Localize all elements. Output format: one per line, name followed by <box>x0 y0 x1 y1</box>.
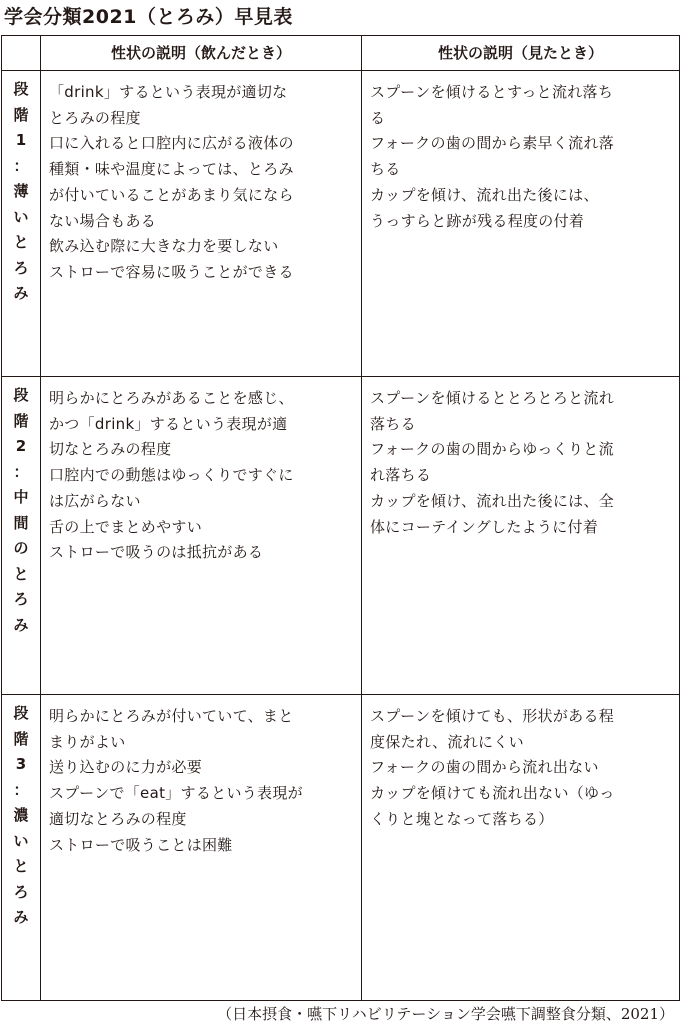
stage-label <box>2 80 40 310</box>
text-line: 適切なとろみの程度 <box>49 809 187 828</box>
table-row <box>2 695 680 1001</box>
stage-char: ろ <box>13 258 29 277</box>
text-line: ちる <box>370 160 401 179</box>
stage-char: い <box>13 207 29 226</box>
text-line: フォークの歯の間からゆっくりと流 <box>370 440 614 459</box>
stage-char: 階 <box>13 105 29 124</box>
stage-char: ： <box>13 462 29 481</box>
text-line: スプーンを傾けるとすっと流れ落ち <box>370 83 614 101</box>
text-line: スプーンを傾けるととろとろと流れ <box>370 389 615 407</box>
text-line: 種類・味や温度によっては、とろみ <box>49 160 294 179</box>
source-citation: （日本摂食・嚥下リハビリテーション学会嚥下調整食分類、2021） <box>217 1005 674 1023</box>
page-title: 学会分類2021（とろみ）早見表 <box>4 6 293 28</box>
text-line: 送り込むのに力が必要 <box>49 758 203 777</box>
text-line: は広がらない <box>49 491 141 510</box>
text-line: 口腔内での動態はゆっくりですぐに <box>49 466 294 485</box>
stage-char: 3 <box>15 755 27 773</box>
stage-char: 中 <box>13 488 29 506</box>
stage-char: み <box>13 284 29 302</box>
text-line: る <box>370 108 386 127</box>
stage-char: 間 <box>13 513 29 532</box>
text-line: ストローで吸うのは抵抗がある <box>49 543 264 562</box>
stage-char: 階 <box>13 729 29 748</box>
text-line: かつ「drink」するという表現が適 <box>49 414 288 433</box>
text-line: とろみの程度 <box>49 108 141 127</box>
look-cell <box>362 695 680 1001</box>
stage-cell <box>2 377 41 695</box>
text-line: れ落ちる <box>370 466 432 485</box>
stage-char: い <box>13 831 29 850</box>
header-drink: 性状の説明（飲んだとき） <box>41 36 362 71</box>
thickness-table <box>1 35 680 1001</box>
stage-char: 階 <box>13 411 29 430</box>
stage-char: み <box>13 615 29 634</box>
stage-char: ： <box>13 780 29 799</box>
text-line: 落ちる <box>370 414 416 433</box>
stage-char: 2 <box>15 437 27 455</box>
text-line: が付いていることがあまり気になら <box>49 185 294 204</box>
header-stage <box>2 36 41 71</box>
header-look: 性状の説明（見たとき） <box>362 36 680 71</box>
text-line: 「drink」するという表現が適切な <box>49 83 288 101</box>
stage-char: ろ <box>13 882 29 901</box>
stage-cell <box>2 695 41 1001</box>
look-cell <box>362 71 680 377</box>
stage-label <box>2 704 40 934</box>
text-line: 明らかにとろみがあることを感じ、 <box>49 389 294 407</box>
table-row <box>2 377 680 695</box>
stage-char: 段 <box>13 386 29 404</box>
text-line: 飲み込む際に大きな力を要しない <box>49 237 279 256</box>
text-line: 舌の上でまとめやすい <box>49 517 203 536</box>
text-line: フォークの歯の間から素早く流れ落 <box>370 134 615 153</box>
table-row <box>2 71 680 377</box>
look-cell <box>362 377 680 695</box>
stage-char: ： <box>13 156 29 175</box>
text-line: 明らかにとろみが付いていて、まと <box>49 707 294 725</box>
stage-char: 濃 <box>13 806 29 824</box>
stage-char: み <box>13 908 29 926</box>
drink-cell <box>41 695 362 1001</box>
text-line: フォークの歯の間から流れ出ない <box>370 758 599 777</box>
stage-char: の <box>13 539 29 557</box>
stage-char: と <box>13 564 29 583</box>
stage-cell <box>2 71 41 377</box>
drink-cell <box>41 377 362 695</box>
text-line: スプーンを傾けても、形状がある程 <box>370 707 615 725</box>
stage-char: と <box>13 233 29 251</box>
text-line: カップを傾け、流れ出た後には、 <box>370 185 599 204</box>
stage-label <box>2 386 40 641</box>
text-line: カップを傾け、流れ出た後には、全 <box>370 491 615 510</box>
text-line: うっすらと跡が残る程度の付着 <box>370 211 585 230</box>
stage-char: ろ <box>13 590 29 608</box>
text-line: 口に入れると口腔内に広がる液体の <box>49 134 294 153</box>
stage-char: と <box>13 857 29 875</box>
stage-char: 薄 <box>13 182 29 200</box>
table-header-row <box>2 36 680 71</box>
stage-char: 段 <box>13 704 29 722</box>
text-line: 度保たれ、流れにくい <box>370 732 524 751</box>
text-line: くりと塊となって落ちる） <box>370 809 554 828</box>
text-line: カップを傾けても流れ出ない（ゆっ <box>370 784 615 803</box>
stage-char: 段 <box>13 80 29 98</box>
stage-char: 1 <box>15 131 27 149</box>
text-line: ない場合もある <box>49 211 157 230</box>
text-line: スプーンで「eat」するという表現が <box>49 784 303 803</box>
text-line: ストローで吸うことは困難 <box>49 835 233 854</box>
text-line: ストローで容易に吸うことができる <box>49 262 294 281</box>
text-line: 体にコーテイングしたように付着 <box>370 517 599 536</box>
drink-cell <box>41 71 362 377</box>
text-line: まりがよい <box>49 732 126 751</box>
text-line: 切なとろみの程度 <box>49 440 172 459</box>
